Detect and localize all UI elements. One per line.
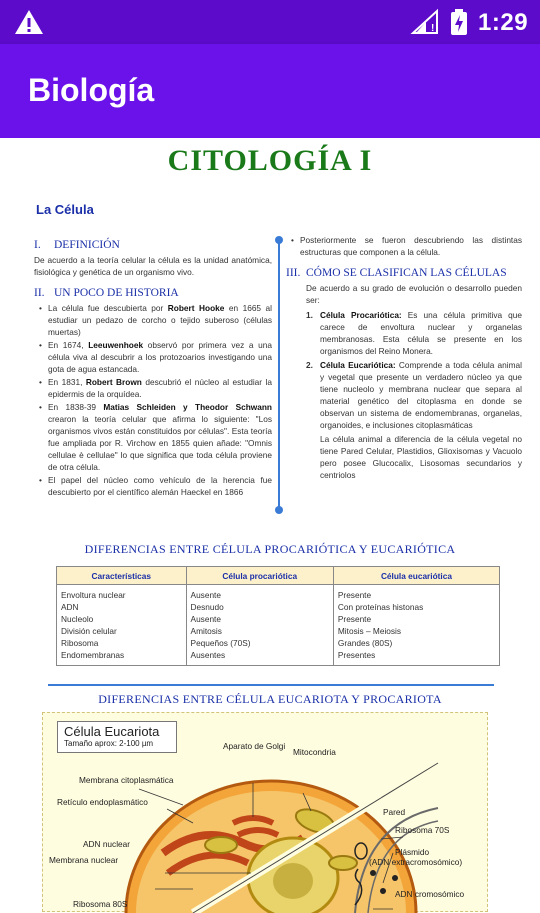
list-item: • En 1838-39 Matias Schleiden y Theodor Schwann crearon la teoría celular que afirma lo siguiente: "Los organismos vivos están constituidos por células". Esta teoría fue ampliada por R. Virchow en 1855 quien añade: "Omnis cellulae è cellulae" lo que significa que toda célula proviene de otra célula. [48,401,272,473]
table-header: Características [57,567,187,585]
clasificacion-intro: De acuerdo a su grado de evolución o desarrollo pueden ser: [306,283,522,305]
table-title: DIFERENCIAS ENTRE CÉLULA PROCARIÓTICA Y EUCARIÓTICA [84,542,456,556]
right-top-list [300,234,522,258]
table-cell-caracteristicas: Envoltura nuclear ADN Nucleolo División celular Ribosoma Endomembranas [57,585,187,666]
label-adn-extra: (ADN extracromosómico) [369,857,463,867]
cell-type-box: Célula Eucariota Tamaño aprox: 2-100 µm [57,721,177,753]
figure-title: DIFERENCIAS ENTRE CÉLULA EUCARIOTA Y PROCARIOTA [98,692,442,706]
warning-icon [14,9,44,35]
list-item: • Posteriormente se fueron descubriendo las distintas estructuras que componen a la célula. [300,234,522,258]
label-ribosoma-70s: Ribosoma 70S [395,825,450,835]
list-item: • En 1674, Leeuwenhoek observó por primera vez a una célula viva al descubrir a los protozoarios investigando una gota de agua estancada. [48,339,272,375]
label-ribosoma-80s: Ribosoma 80S [73,899,128,909]
label-adn-nuclear: ADN nuclear [83,839,131,849]
label-plasmido: Plásmido [395,847,430,857]
column-divider [278,240,280,510]
list-item: 2. Célula Eucariótica: Comprende a toda célula animal y vegetal que presente un verdadero núcleo ya que tiene nucleolo y membrana nuclear que separa al material genético del citoplasma en donde se observan un sistema de endomembranas, organelas, organoides, e inclusiones citoplasmáticas [306,360,522,430]
svg-text:!: ! [431,23,435,34]
left-column [34,234,272,499]
historia-list [48,302,272,498]
section-heading-definicion: I. DEFINICIÓN [34,239,120,251]
section-heading-historia: II. UN POCO DE HISTORIA [34,287,179,299]
label-membrana: Membrana citoplasmática [79,775,174,785]
status-bar [0,0,540,44]
app-title: Biología [28,72,155,108]
clasificacion-list [306,309,522,431]
document-title: CITOLOGÍA I [167,144,373,177]
label-pared: Pared [383,807,406,817]
app-bar [0,44,540,138]
clasificacion-closing: La célula animal a diferencia de la célula vegetal no tiene Pared Celular, Plastidios, Glioxisomas y Vacuolo pero posee Glucocalix, Lisosomas secundarios y centriolos [320,434,522,480]
table-header: Célula procariótica [186,567,333,585]
table-cell-eucariotica: Presente Con proteínas histonas Presente Mitosis – Meiosis Grandes (80S) Presentes [333,585,499,666]
label-golgi: Aparato de Golgi [223,741,286,751]
label-mitocondria: Mitocondria [293,747,336,757]
list-item: • El papel del núcleo como vehículo de la herencia fue descubierto por el científico alemán Haeckel en 1866 [48,474,272,498]
section-divider [48,684,494,686]
table-cell-procariotica: Ausente Desnudo Ausente Amitosis Pequeños (70S) Ausentes [186,585,333,666]
document-subtitle: La Célula [36,202,94,217]
document-view[interactable] [0,138,540,909]
right-column [286,234,522,481]
cell-diagram [42,712,488,912]
battery-charging-icon [450,8,468,36]
table-header-row [57,567,500,585]
list-item: • En 1831, Robert Brown descubrió el núcleo al estudiar la epidermis de la orquídea. [48,376,272,400]
label-adn-cromosomico: ADN cromosómico [395,889,465,899]
table-header: Célula eucariótica [333,567,499,585]
table-row [57,585,500,666]
definicion-text: De acuerdo a la teoría celular la célula es la unidad anatómica, fisiológica y genética de un organismo vivo. [34,255,272,277]
status-time: 1:29 [478,9,529,36]
list-item: • La célula fue descubierta por Robert Hooke en 1665 al estudiar un pedazo de corcho o tejido suberoso (células muertas) [48,302,272,338]
list-item: 1. Célula Procariótica: Es una célula primitiva que carece de envoltura nuclear y organelas membranosas. Esta célula se presente en los organismos del Reino Monera. [306,310,522,356]
label-membrana-nuclear: Membrana nuclear [49,855,119,865]
section-heading-clasificacion: III. CÓMO SE CLASIFICAN LAS CÉLULAS [286,267,507,279]
signal-icon [412,10,438,34]
differences-table [56,566,500,666]
label-reticulo: Retículo endoplasmático [57,797,148,807]
